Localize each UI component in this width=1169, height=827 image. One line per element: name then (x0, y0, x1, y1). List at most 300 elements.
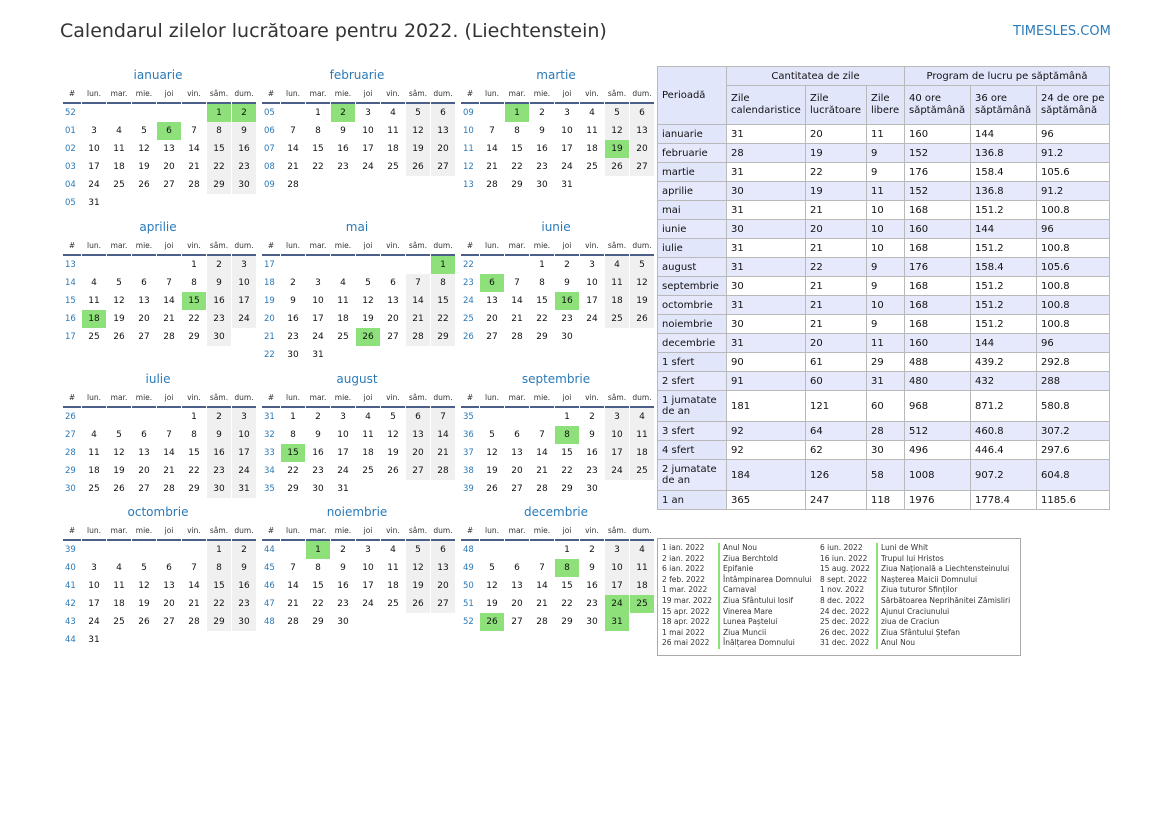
month-octombrie (63, 503, 253, 649)
day-cell: 17 (337, 448, 349, 458)
week-number: 29 (65, 466, 76, 476)
day-cell: 13 (630, 122, 654, 140)
week-number: 04 (65, 180, 76, 190)
stats-row (658, 353, 1110, 372)
holiday-date: 1 ian. 2022 (662, 543, 705, 552)
period-cell: 3 sfert (658, 422, 727, 441)
day-cell: 8 (539, 278, 545, 288)
week-number: 43 (65, 617, 76, 627)
stat-cell: 21 (806, 296, 867, 315)
empty-day-cell (505, 256, 529, 274)
empty-day-cell (530, 541, 554, 559)
day-cell: 24 (362, 599, 374, 609)
holiday-entry (662, 607, 812, 618)
day-cell: 26 (138, 617, 150, 627)
week-number: 12 (463, 162, 474, 172)
holiday-name: Ziua Muncii (718, 628, 766, 639)
day-cell: 7 (431, 408, 455, 426)
stat-cell: 144 (971, 125, 1037, 144)
stat-cell: 19 (806, 144, 867, 163)
period-cell: aprilie (658, 182, 727, 201)
day-cell: 4 (116, 126, 122, 136)
stat-cell: 160 (905, 334, 971, 353)
week-number: 23 (463, 278, 474, 288)
stat-cell: 30 (727, 315, 806, 334)
empty-day-cell (406, 346, 430, 364)
stat-cell: 31 (727, 201, 806, 220)
day-cell: 14 (511, 296, 523, 306)
holiday-date: 19 mar. 2022 (662, 595, 713, 605)
stats-table (657, 66, 1110, 510)
empty-day-cell (107, 194, 131, 212)
month-days-grid (63, 523, 253, 649)
empty-day-cell (157, 104, 181, 122)
week-number: 10 (463, 126, 474, 136)
day-cell: 24 (586, 314, 598, 324)
day-cell: 10 (605, 559, 629, 577)
stat-cell: 144 (971, 220, 1037, 239)
day-cell: 14 (536, 448, 548, 458)
day-cell: 6 (141, 278, 147, 288)
empty-day-cell (306, 176, 330, 194)
day-cell: 6 (514, 563, 520, 573)
week-number: 20 (264, 314, 275, 324)
stat-cell: 126 (806, 460, 867, 491)
stat-cell: 92 (727, 422, 806, 441)
day-cell: 16 (337, 144, 349, 154)
month-days-grid (262, 86, 452, 194)
weekday-header: mar. (505, 390, 529, 408)
holiday-day: 6 (480, 274, 504, 292)
day-cell: 22 (561, 466, 573, 476)
day-cell: 11 (113, 144, 125, 154)
empty-day-cell (480, 408, 504, 426)
stat-cell: 31 (727, 258, 806, 277)
week-number: 07 (264, 144, 275, 154)
day-cell: 11 (362, 430, 374, 440)
empty-day-cell (157, 408, 181, 426)
day-cell: 10 (232, 426, 256, 444)
holiday-day: 8 (555, 426, 579, 444)
stat-cell: 158.4 (971, 258, 1037, 277)
day-cell: 19 (387, 448, 399, 458)
day-cell: 8 (207, 559, 231, 577)
day-cell: 12 (138, 144, 150, 154)
empty-day-cell (605, 328, 629, 346)
empty-day-cell (157, 194, 181, 212)
day-cell: 9 (207, 426, 231, 444)
day-cell: 6 (431, 104, 455, 122)
stat-cell: 20 (806, 334, 867, 353)
day-cell: 6 (141, 430, 147, 440)
weekday-header: mie. (530, 523, 554, 541)
holiday-day: 31 (605, 613, 629, 631)
weekday-header: sâm. (406, 86, 430, 104)
holiday-day: 16 (555, 292, 579, 310)
day-cell: 16 (232, 140, 256, 158)
empty-day-cell (356, 613, 380, 631)
weekday-header: joi (356, 523, 380, 541)
weekday-header: lun. (480, 390, 504, 408)
weekday-header: mar. (107, 523, 131, 541)
day-cell: 5 (406, 104, 430, 122)
week-number: 48 (463, 545, 474, 555)
day-cell: 10 (88, 581, 100, 591)
day-cell: 5 (489, 563, 495, 573)
empty-day-cell (406, 613, 430, 631)
day-cell: 9 (589, 563, 595, 573)
day-cell: 22 (188, 466, 200, 476)
day-cell: 6 (406, 408, 430, 426)
day-cell: 18 (387, 581, 399, 591)
day-cell: 16 (207, 292, 231, 310)
day-cell: 7 (539, 563, 545, 573)
day-cell: 22 (287, 466, 299, 476)
empty-day-cell (356, 256, 380, 274)
day-cell: 17 (605, 577, 629, 595)
day-cell: 14 (163, 296, 175, 306)
day-cell: 10 (362, 563, 374, 573)
stats-row (658, 391, 1110, 422)
day-cell: 9 (232, 559, 256, 577)
empty-day-cell (381, 346, 405, 364)
day-cell: 15 (561, 581, 573, 591)
day-cell: 7 (191, 563, 197, 573)
day-cell: 21 (511, 314, 523, 324)
stat-cell: 96 (1037, 220, 1110, 239)
day-cell: 21 (287, 599, 299, 609)
stat-cell: 21 (806, 239, 867, 258)
day-cell: 27 (511, 617, 523, 627)
weekday-header: lun. (82, 523, 106, 541)
day-cell: 30 (586, 484, 598, 494)
stat-cell: 118 (867, 491, 905, 510)
empty-day-cell (232, 194, 256, 212)
empty-day-cell (356, 346, 380, 364)
day-cell: 11 (586, 126, 598, 136)
day-cell: 27 (511, 484, 523, 494)
stat-cell: 968 (905, 391, 971, 422)
empty-day-cell (605, 176, 629, 194)
week-number-header: # (461, 86, 479, 104)
day-cell: 2 (589, 412, 595, 422)
month-februarie (262, 66, 452, 194)
day-cell: 30 (536, 180, 548, 190)
weekday-header: mie. (132, 390, 156, 408)
day-cell: 1 (207, 541, 231, 559)
holiday-date: 15 aug. 2022 (820, 564, 870, 574)
day-cell: 9 (589, 430, 595, 440)
day-cell: 15 (207, 577, 231, 595)
empty-day-cell (431, 176, 455, 194)
week-number: 30 (65, 484, 76, 494)
day-cell: 19 (113, 314, 125, 324)
stat-cell: 20 (806, 220, 867, 239)
day-cell: 13 (406, 426, 430, 444)
weekday-header: mar. (505, 86, 529, 104)
day-cell: 17 (232, 444, 256, 462)
day-cell: 26 (406, 595, 430, 613)
day-cell: 6 (166, 563, 172, 573)
day-cell: 3 (91, 563, 97, 573)
day-cell: 22 (207, 595, 231, 613)
stats-row (658, 460, 1110, 491)
week-number: 13 (463, 180, 474, 190)
weekday-header: lun. (480, 86, 504, 104)
weekday-header: dum. (630, 86, 654, 104)
stat-cell: 512 (905, 422, 971, 441)
free-days-header: Zile libere (867, 86, 905, 125)
week-number: 40 (65, 563, 76, 573)
day-cell: 19 (406, 577, 430, 595)
day-cell: 27 (431, 595, 455, 613)
holiday-day: 1 (207, 104, 231, 122)
holiday-entry (662, 543, 812, 554)
weekday-header: dum. (630, 238, 654, 256)
weekday-header: mar. (107, 238, 131, 256)
weekday-header: joi (356, 86, 380, 104)
day-cell: 15 (188, 448, 200, 458)
day-cell: 10 (88, 144, 100, 154)
site-link[interactable]: TIMESLES.COM (1013, 24, 1111, 39)
stat-cell: 28 (867, 422, 905, 441)
day-cell: 23 (287, 332, 299, 342)
stat-cell: 1008 (905, 460, 971, 491)
day-cell: 21 (188, 162, 200, 172)
day-cell: 17 (88, 162, 100, 172)
day-cell: 5 (406, 541, 430, 559)
day-cell: 28 (536, 484, 548, 494)
holiday-day: 2 (331, 104, 355, 122)
hours-24-header: 24 de ore pe săptămână (1037, 86, 1110, 125)
holiday-date: 8 sept. 2022 (820, 574, 868, 584)
period-cell: 4 sfert (658, 441, 727, 460)
holiday-entry (662, 617, 812, 628)
day-cell: 13 (387, 296, 399, 306)
weekday-header: mar. (505, 523, 529, 541)
empty-day-cell (331, 346, 355, 364)
week-number: 33 (264, 448, 275, 458)
month-days-grid (461, 86, 651, 194)
holiday-day: 15 (182, 292, 206, 310)
stat-cell: 151.2 (971, 239, 1037, 258)
weekday-header: mar. (107, 390, 131, 408)
day-cell: 3 (589, 260, 595, 270)
weekday-header: joi (555, 390, 579, 408)
week-number: 17 (264, 260, 275, 270)
month-days-grid (461, 238, 651, 346)
empty-day-cell (82, 408, 106, 426)
day-cell: 4 (390, 545, 396, 555)
day-cell: 29 (207, 613, 231, 631)
period-cell: mai (658, 201, 727, 220)
stat-cell: 488 (905, 353, 971, 372)
empty-day-cell (431, 480, 455, 498)
stat-cell: 30 (867, 441, 905, 460)
month-name: noiembrie (326, 505, 388, 519)
month-noiembrie (262, 503, 452, 631)
day-cell: 30 (287, 350, 299, 360)
empty-day-cell (132, 194, 156, 212)
day-cell: 30 (312, 484, 324, 494)
empty-day-cell (381, 613, 405, 631)
stat-cell: 176 (905, 258, 971, 277)
empty-day-cell (107, 631, 131, 649)
empty-day-cell (406, 256, 430, 274)
weekday-header: mie. (132, 86, 156, 104)
stat-cell: 121 (806, 391, 867, 422)
weekday-header: joi (555, 523, 579, 541)
holiday-name: Înălțarea Domnului (718, 638, 795, 649)
week-number: 01 (65, 126, 76, 136)
day-cell: 2 (340, 545, 346, 555)
day-cell: 22 (312, 162, 324, 172)
day-cell: 20 (431, 140, 455, 158)
day-cell: 3 (564, 108, 570, 118)
stat-cell: 31 (727, 163, 806, 182)
week-number: 27 (65, 430, 76, 440)
month-decembrie (461, 503, 651, 631)
day-cell: 25 (113, 617, 125, 627)
week-number: 32 (264, 430, 275, 440)
stat-cell: 168 (905, 315, 971, 334)
day-cell: 19 (486, 466, 498, 476)
stat-cell: 297.6 (1037, 441, 1110, 460)
holiday-entry (662, 564, 812, 575)
day-cell: 24 (337, 466, 349, 476)
day-cell: 10 (561, 126, 573, 136)
day-cell: 18 (387, 144, 399, 154)
day-cell: 19 (406, 140, 430, 158)
weekday-header: lun. (82, 238, 106, 256)
day-cell: 20 (431, 577, 455, 595)
week-number-header: # (262, 86, 280, 104)
day-cell: 31 (88, 198, 100, 208)
day-cell: 31 (88, 635, 100, 645)
stat-cell: 64 (806, 422, 867, 441)
stat-cell: 184 (727, 460, 806, 491)
weekday-header: lun. (480, 238, 504, 256)
week-number: 31 (264, 412, 275, 422)
day-cell: 3 (91, 126, 97, 136)
stat-cell: 19 (806, 182, 867, 201)
stats-row (658, 258, 1110, 277)
stat-cell: 907.2 (971, 460, 1037, 491)
week-number-header: # (262, 523, 280, 541)
stat-cell: 9 (867, 258, 905, 277)
stat-cell: 10 (867, 296, 905, 315)
day-cell: 2 (290, 278, 296, 288)
day-cell: 15 (312, 581, 324, 591)
day-cell: 24 (88, 617, 100, 627)
holiday-date: 6 iun. 2022 (820, 543, 863, 552)
weekday-header: mar. (306, 238, 330, 256)
day-cell: 3 (365, 108, 371, 118)
empty-day-cell (480, 104, 504, 122)
month-ianuarie (63, 66, 253, 212)
week-number-header: # (461, 390, 479, 408)
holiday-entry (820, 628, 1010, 639)
stats-row (658, 201, 1110, 220)
day-cell: 10 (232, 274, 256, 292)
day-cell: 1 (315, 108, 321, 118)
holiday-day: 1 (505, 104, 529, 122)
day-cell: 7 (290, 563, 296, 573)
stat-cell: 151.2 (971, 277, 1037, 296)
day-cell: 18 (113, 162, 125, 172)
day-cell: 29 (536, 332, 548, 342)
day-cell: 20 (511, 599, 523, 609)
stat-cell: 158.4 (971, 163, 1037, 182)
week-number: 26 (463, 332, 474, 342)
day-cell: 17 (88, 599, 100, 609)
day-cell: 14 (188, 144, 200, 154)
stat-cell: 22 (806, 163, 867, 182)
stat-cell: 11 (867, 125, 905, 144)
holiday-day: 1 (306, 541, 330, 559)
week-number-header: # (63, 390, 81, 408)
day-cell: 24 (232, 310, 256, 328)
week-number: 05 (65, 198, 76, 208)
month-name: aprilie (139, 220, 177, 234)
weekday-header: sâm. (605, 390, 629, 408)
stat-cell: 439.2 (971, 353, 1037, 372)
stat-cell: 168 (905, 201, 971, 220)
holiday-entry (820, 596, 1010, 607)
empty-day-cell (157, 631, 181, 649)
day-cell: 14 (287, 144, 299, 154)
day-cell: 7 (539, 430, 545, 440)
weekday-header: mie. (530, 238, 554, 256)
weekday-header: mie. (331, 86, 355, 104)
day-cell: 18 (586, 144, 598, 154)
stat-cell: 168 (905, 277, 971, 296)
month-days-grid (262, 390, 452, 498)
holiday-name: Lunea Paștelui (718, 617, 777, 628)
day-cell: 24 (561, 162, 573, 172)
weekday-header: mie. (530, 86, 554, 104)
day-cell: 3 (340, 412, 346, 422)
day-cell: 30 (232, 176, 256, 194)
day-cell: 29 (207, 176, 231, 194)
day-cell: 3 (232, 408, 256, 426)
day-cell: 19 (486, 599, 498, 609)
week-number: 28 (65, 448, 76, 458)
holiday-entry (820, 564, 1010, 575)
stat-cell: 1185.6 (1037, 491, 1110, 510)
stat-cell: 96 (1037, 125, 1110, 144)
stats-row (658, 125, 1110, 144)
holiday-name: ziua de Craciun (876, 617, 939, 628)
week-number: 02 (65, 144, 76, 154)
day-cell: 1 (290, 412, 296, 422)
empty-day-cell (281, 256, 305, 274)
day-cell: 23 (207, 462, 231, 480)
day-cell: 17 (605, 444, 629, 462)
day-cell: 3 (315, 278, 321, 288)
weekday-header: sâm. (605, 523, 629, 541)
stat-cell: 100.8 (1037, 296, 1110, 315)
empty-day-cell (381, 480, 405, 498)
day-cell: 2 (207, 256, 231, 274)
empty-day-cell (281, 541, 305, 559)
empty-day-cell (580, 176, 604, 194)
holiday-name: Epifanie (718, 564, 753, 575)
stat-cell: 1976 (905, 491, 971, 510)
weekday-header: joi (157, 390, 181, 408)
weekday-header: mar. (505, 238, 529, 256)
stat-cell: 31 (867, 372, 905, 391)
